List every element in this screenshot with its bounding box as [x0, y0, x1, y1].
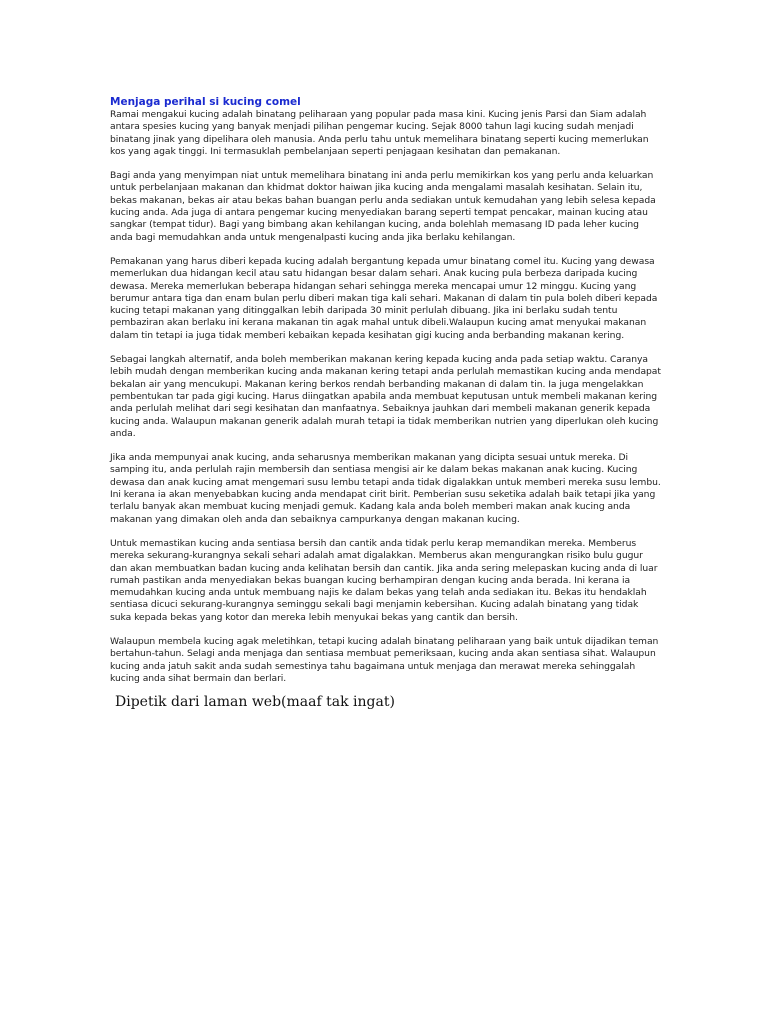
document-page	[110, 96, 662, 711]
paragraph-grooming: Untuk memastikan kucing anda sentiasa bersih dan cantik anda tidak perlu kerap memandikan mereka. Memberus mereka sekurang-kurangnya sekali sehari adalah amat digalakkan. Memberus akan mengurangkan risiko bulu gugur dan akan membuatkan badan kucing anda kelihatan bersih dan cantik. Jika anda sering melepaskan kucing anda di luar rumah pastikan anda menyediakan bekas buangan kucing berhampiran dengan kucing anda berada. Ini kerana ia memudahkan kucing anda untuk membuang najis ke dalam bekas yang telah anda sediakan itu. Bekas itu hendaklah sentiasa dicuci sekurang-kurangnya seminggu sekali bagi menjamin kebersihan. Kucing adalah binatang yang tidak suka kepada bekas yang kotor dan mereka lebih menyukai bekas yang cantik dan bersih.	[110, 537, 658, 623]
paragraph-kittens: Jika anda mempunyai anak kucing, anda seharusnya memberikan makanan yang dicipta sesuai untuk mereka. Di samping itu, anda perlulah rajin membersih dan sentiasa mengisi air ke dalam bekas makanan anak kucing. Kucing dewasa dan anak kucing amat mengemari susu lembu tetapi anda tidak digalakkan untuk memberi mereka susu lembu. Ini kerana ia akan menyebabkan kucing anda mendapat cirit birit. Pemberian susu seketika adalah baik tetapi jika yang terlalu banyak akan membuat kucing menjadi gemuk. Kadang kala anda boleh memberi makan anak kucing anda makanan yang dimakan oleh anda dan sebaiknya campurkanya dengan makanan kucing.	[110, 452, 661, 525]
source-note: Dipetik dari laman web(maaf tak ingat)	[115, 694, 395, 711]
paragraph-intro: Ramai mengakui kucing adalah binatang peliharaan yang popular pada masa kini. Kucing jenis Parsi dan Siam adalah antara spesies kucing yang banyak menjadi pilihan pengemar kucing. Sejak 8000 tahun lagi kucing sudah menjadi binatang jinak yang dipelihara oleh manusia. Anda perlu tahu untuk memelihara binatang seperti kucing memerlukan kos yang agak tinggi. Ini termasuklah pembelanjaan seperti penjagaan kesihatan dan pemakanan.	[110, 109, 649, 157]
paragraph-dry-food: Sebagai langkah alternatif, anda boleh memberikan makanan kering kepada kucing anda pada setiap waktu. Caranya lebih mudah dengan memberikan kucing anda makanan kering tetapi anda perlulah memastikan kucing anda mendapat bekalan air yang mencukupi. Makanan kering berkos rendah berbanding makanan di dalam tin. Ia juga mengelakkan pembentukan tar pada gigi kucing. Harus diingatkan apabila anda membuat keputusan untuk membeli makanan kering anda perlulah melihat dari segi kesihatan dan manfaatnya. Sebaiknya jauhkan dari membeli makanan generik kepada kucing anda. Walaupun makanan generik adalah murah tetapi ia tidak memberikan nutrien yang diperlukan oleh kucing anda.	[110, 354, 661, 439]
paragraph-feeding: Pemakanan yang harus diberi kepada kucing adalah bergantung kepada umur binatang comel itu. Kucing yang dewasa memerlukan dua hidangan kecil atau satu hidangan besar dalam sehari. Anak kucing pula berbeza daripada kucing dewasa. Mereka memerlukan beberapa hidangan sehari sehingga mereka mencapai umur 12 minggu. Kucing yang berumur antara tiga dan enam bulan perlu diberi makan tiga kali sehari. Makanan di dalam tin pula boleh diberi kepada kucing tetapi makanan yang ditinggalkan lebih daripada 30 minit perlulah dibuang. Jika ini berlaku sudah tentu pembaziran akan berlaku ini kerana makanan tin agak mahal untuk dibeli.Walaupun kucing amat menyukai makanan dalam tin tetapi ia juga tidak memberi kebaikan kepada kesihatan gigi kucing anda berbanding makanan kering.	[110, 255, 658, 341]
document-title: Menjaga perihal si kucing comel	[110, 96, 301, 108]
paragraph-costs: Bagi anda yang menyimpan niat untuk memelihara binatang ini anda perlu memikirkan kos yang perlu anda keluarkan untuk perbelanjaan makanan dan khidmat doktor haiwan jika kucing anda mengalami masalah kesihatan. Selain itu, bekas makanan, bekas air atau bekas bahan buangan perlu anda sediakan untuk kemudahan yang lebih selesa kepada kucing anda. Ada juga di antara pengemar kucing menyediakan barang seperti tempat pencakar, mainan kucing atau sangkar (tempat tidur). Bagi yang bimbang akan kehilangan kucing, anda bolehlah memasang ID pada leher kucing anda bagi memudahkan anda untuk mengenalpasti kucing anda jika berlaku kehilangan.	[110, 170, 656, 243]
paragraph-conclusion: Walaupun membela kucing agak meletihkan, tetapi kucing adalah binatang peliharaan yang baik untuk dijadikan teman bertahun-tahun. Selagi anda menjaga dan sentiasa membuat pemeriksaan, kucing anda akan sentiasa sihat. Walaupun kucing anda jatuh sakit anda sudah semestinya tahu bagaimana untuk menjaga dan merawat mereka sehinggalah kucing anda sihat bermain dan berlari.	[110, 635, 659, 684]
